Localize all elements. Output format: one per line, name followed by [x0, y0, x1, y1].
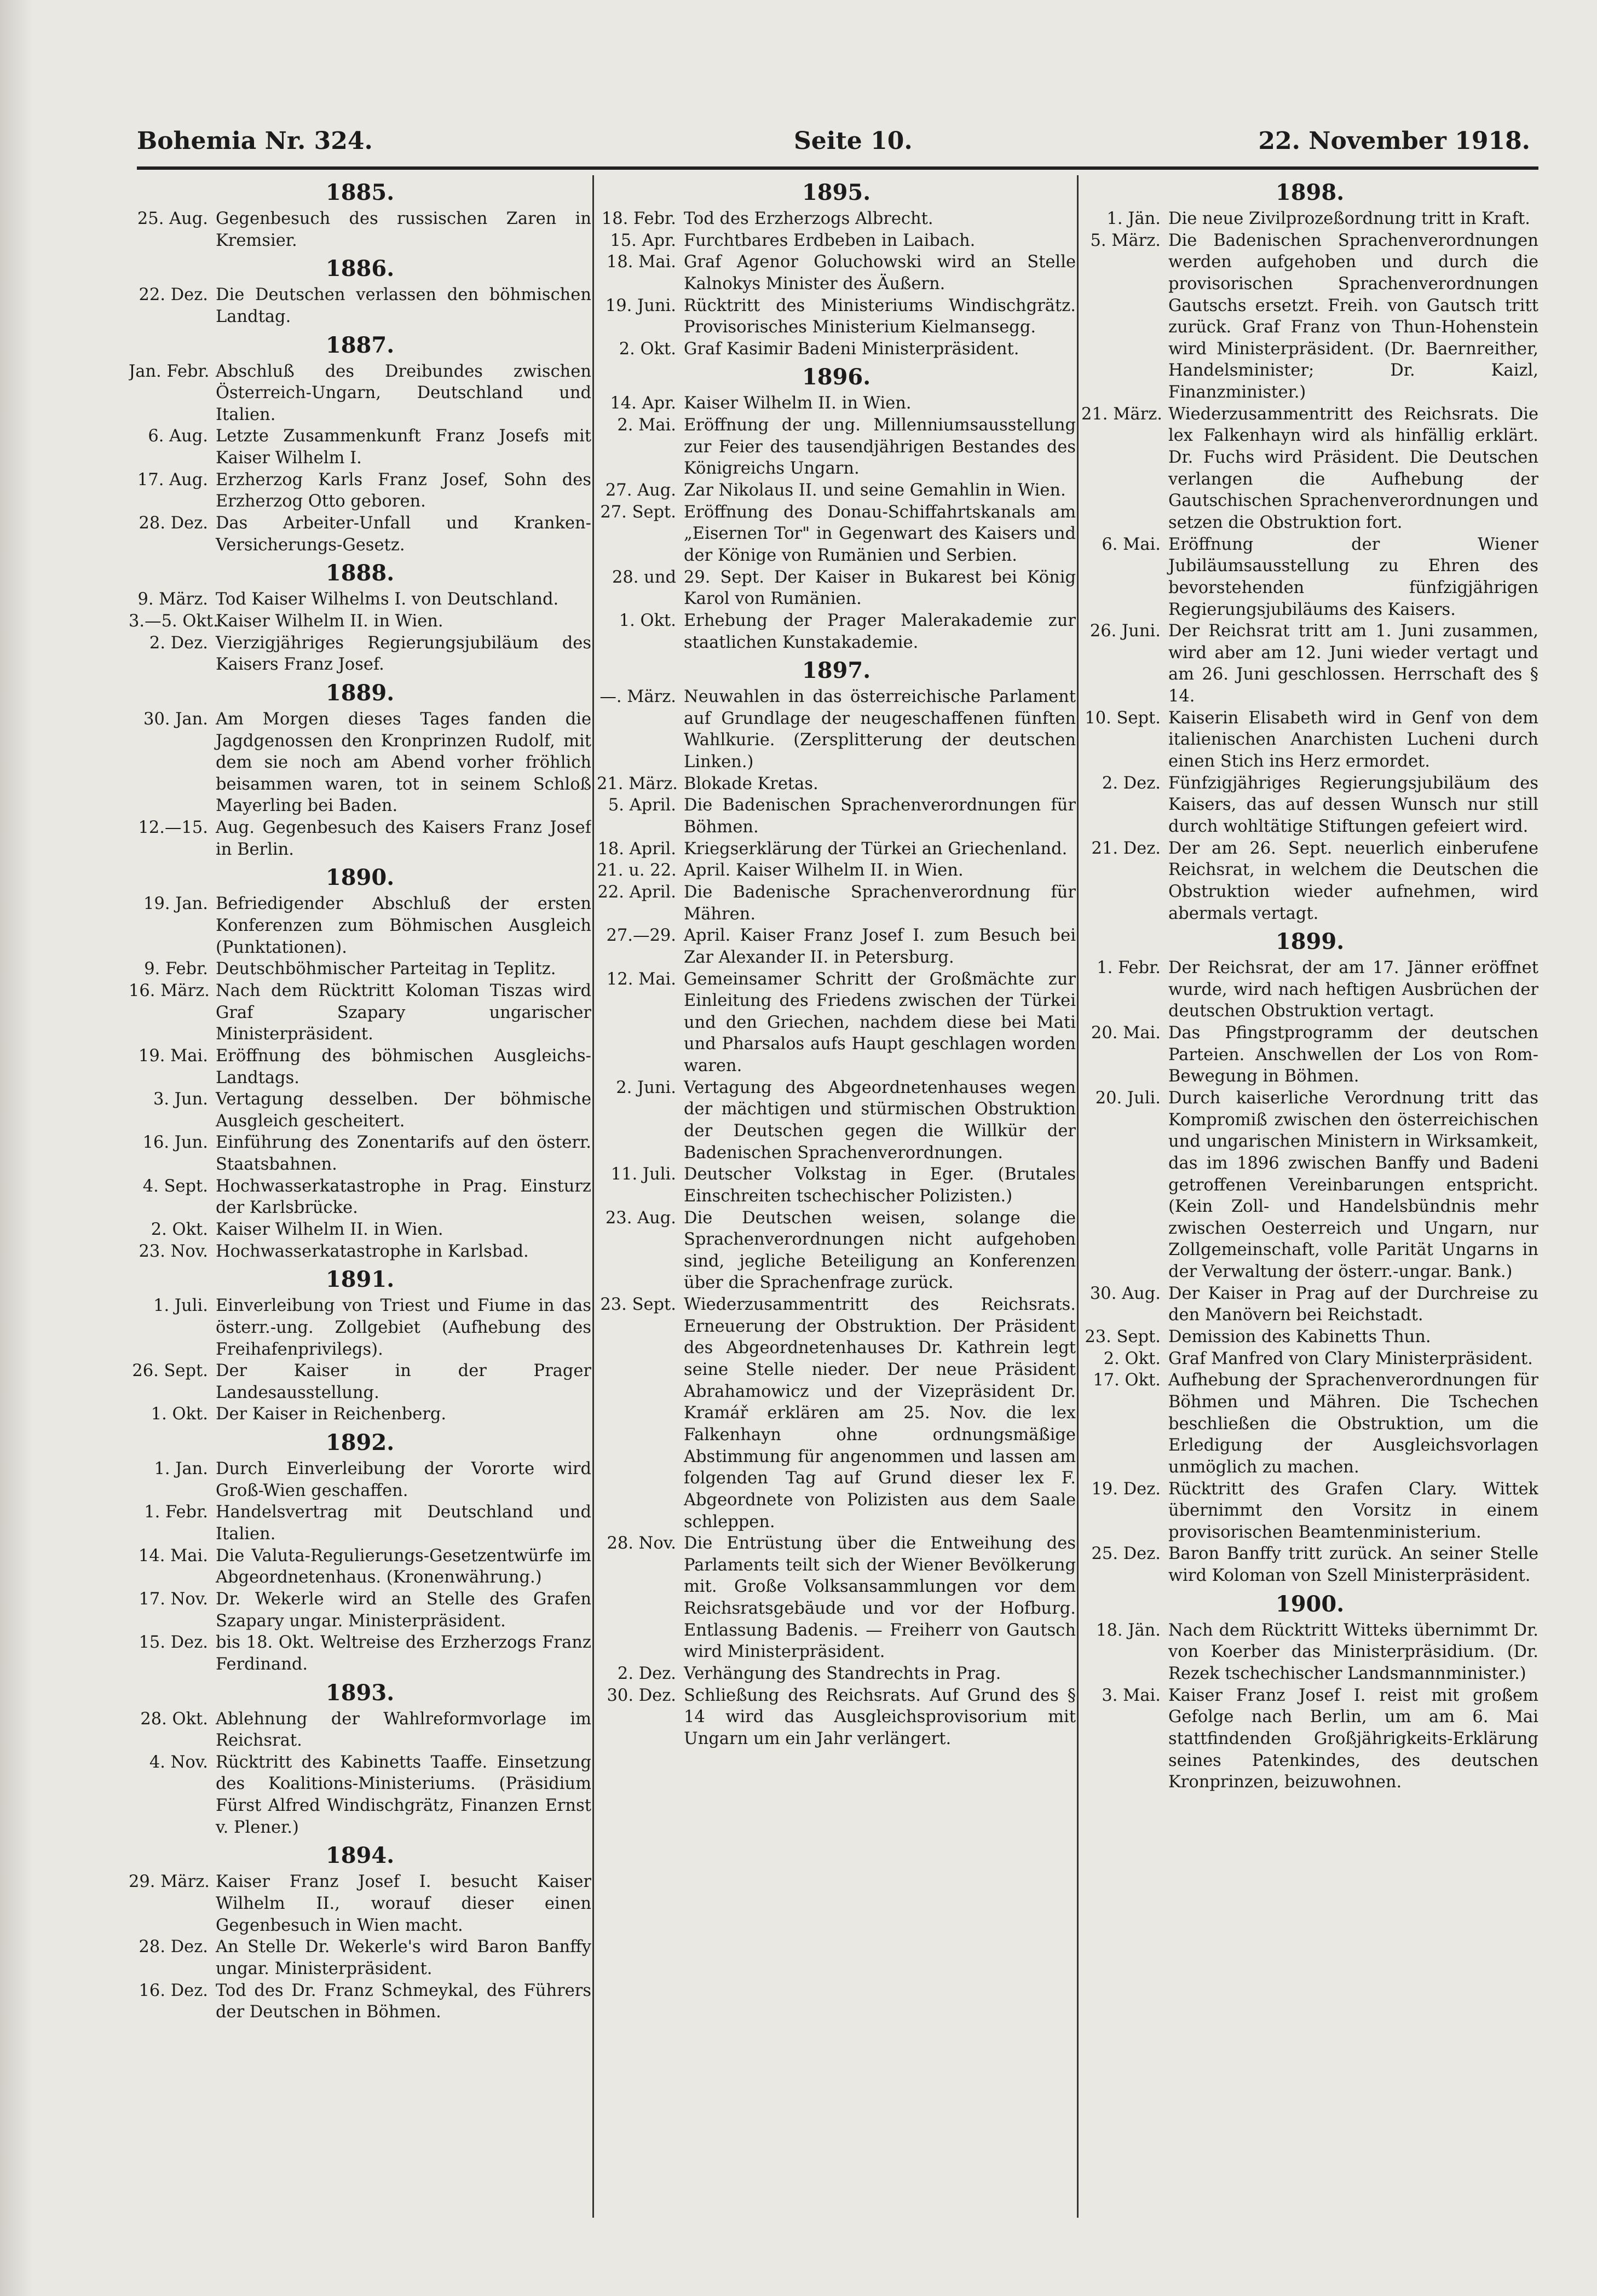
entry-text: Der am 26. Sept. neuerlich einberufene Reichsrat, in welchem die Deutschen die Obstruktion wieder aufnehmen, wird abermals vertagt. [1168, 838, 1538, 923]
year-heading: 1885. [325, 180, 395, 205]
entry-date: 20. Mai. [1091, 1023, 1161, 1043]
entry-date: 17. Nov. [139, 1589, 208, 1609]
entry-text: Der Kaiser in Reichenberg. [216, 1405, 447, 1424]
entry-text: Zar Nikolaus II. und seine Gemahlin in Wien. [684, 481, 1066, 500]
entry-text: Der Kaiser in Prag auf der Durchreise zu den Manövern bei Reichstadt. [1168, 1284, 1538, 1325]
entry-text: Vertagung des Abgeordnetenhauses wegen der mächtigen und stürmischen Obstruktion der Deutschen gegen die Willkür der Badenischen Sprachenverordnungen. [684, 1078, 1076, 1163]
chronicle-entry [129, 361, 591, 426]
chronicle-entry [597, 415, 1076, 480]
entry-text: Verhängung des Standrechts in Prag. [684, 1664, 1001, 1683]
chronicle-entry [597, 338, 1076, 360]
entry-text: Tod Kaiser Wilhelms I. von Deutschland. [216, 590, 559, 609]
entry-text: Demission des Kabinetts Thun. [1168, 1327, 1431, 1347]
year-heading: 1900. [1275, 1591, 1345, 1617]
entry-date: 17. Aug. [137, 470, 208, 490]
entry-date: 20. Juli. [1095, 1088, 1161, 1108]
entry-date: 1. Febr. [1097, 958, 1161, 978]
chronicle-entry [597, 838, 1076, 860]
entry-text: Am Morgen dieses Tages fanden die Jagdgenossen den Kronprinzen Rudolf, mit dem sie noch am Abend vorher fröhlich beisammen waren, tot in seinem Schloß Mayerling bei Baden. [216, 709, 591, 816]
entry-date: 25. Aug. [137, 209, 208, 228]
entry-date: 30. Dez. [607, 1685, 676, 1705]
entry-text: Hochwasserkatastrophe in Prag. Einsturz der Karlsbrücke. [216, 1176, 591, 1218]
entry-date: 9. Febr. [144, 959, 208, 979]
column-2 [597, 175, 1076, 2223]
entry-date: 22. Dez. [139, 285, 208, 305]
chronicle-entry [1081, 1348, 1538, 1370]
chronicle-entry [597, 610, 1076, 653]
entry-date: 19. Mai. [138, 1046, 208, 1066]
chronicle-entry [129, 1980, 591, 2023]
entry-date: 3. Mai. [1102, 1685, 1161, 1705]
entry-date: Jan. Febr. [129, 361, 210, 381]
entry-text: Deutschböhmischer Parteitag in Teplitz. [216, 959, 556, 979]
entry-date: 17. Okt. [1093, 1371, 1161, 1390]
entry-text: Kriegserklärung der Türkei an Griechenland. [684, 839, 1068, 859]
entry-date: 15. Dez. [139, 1633, 208, 1653]
chronicle-entry [597, 1533, 1076, 1663]
entry-date: 5. April. [608, 796, 676, 815]
chronicle-entry [129, 817, 591, 860]
header-rule [137, 166, 1538, 170]
chronicle-entry [597, 567, 1076, 610]
chronicle-entry [129, 1708, 591, 1752]
entry-date: 29. März. [129, 1872, 210, 1892]
entry-date: 23. Sept. [600, 1295, 676, 1315]
chronicle-entry [1081, 773, 1538, 838]
entry-date: 6. Aug. [148, 427, 208, 446]
entry-text: Blokade Kretas. [684, 774, 818, 793]
chronicle-entry [597, 502, 1076, 567]
chronicle-entry [597, 1207, 1076, 1294]
entry-text: Befriedigender Abschluß der ersten Konferenzen zum Böhmischen Ausgleich (Punktationen). [216, 894, 591, 957]
entry-date: 16. Dez. [139, 1981, 208, 2000]
entry-text: Furchtbares Erdbeben in Laibach. [684, 231, 976, 250]
entry-text: Einführung des Zonentarifs auf den österr. Staatsbahnen. [216, 1133, 591, 1175]
header-date: 22. November 1918. [1258, 127, 1530, 155]
chronicle-entry [597, 1294, 1076, 1533]
chronicle-entry [597, 969, 1076, 1077]
entry-text: Durch Einverleibung der Vororte wird Groß-Wien geschaffen. [216, 1459, 591, 1500]
entry-text: Die Valuta-Regulierungs-Gesetzentwürfe im Abgeordnetenhaus. (Kronenwährung.) [216, 1546, 591, 1587]
entry-date: 1. Febr. [144, 1503, 208, 1522]
entry-date: 22. April. [597, 882, 676, 902]
chronicle-entry [129, 1295, 591, 1360]
chronicle-entry [129, 1458, 591, 1501]
chronicle-entry [597, 480, 1076, 502]
chronicle-entry [1081, 1620, 1538, 1685]
chronicle-entry [597, 393, 1076, 415]
entry-text: Graf Agenor Goluchowski wird an Stelle Kalnokys Minister des Äußern. [684, 252, 1076, 294]
entry-text: Der Kaiser in der Prager Landesausstellung. [216, 1361, 591, 1402]
entry-text: Kaiser Franz Josef I. reist mit großem Gefolge nach Berlin, um am 6. Mai stattfindenden Großjährigkeits-Erklärung seines Patenkindes, des deutschen Kronprinzen, beizuwohnen. [1168, 1685, 1538, 1792]
entry-date: 18. Mai. [606, 252, 676, 272]
chronicle-entry [129, 1589, 591, 1632]
entry-text: Der Reichsrat, der am 17. Jänner eröffnet wurde, wird nach heftigen Ausbrüchen der deutschen Obstruktion vertagt. [1168, 958, 1538, 1021]
entry-text: Das Arbeiter-Unfall und Kranken-Versicherungs-Gesetz. [216, 514, 591, 555]
chronicle-entry [597, 882, 1076, 925]
chronicle-entry [1081, 1369, 1538, 1478]
chronicle-entry [1081, 1087, 1538, 1283]
chronicle-entry [129, 1936, 591, 1979]
entry-text: Die Badenischen Sprachenverordnungen für Böhmen. [684, 796, 1076, 837]
entry-text: April. Kaiser Franz Josef I. zum Besuch bei Zar Alexander II. in Petersburg. [684, 926, 1076, 967]
chronicle-entry [129, 1871, 591, 1936]
entry-text: Hochwasserkatastrophe in Karlsbad. [216, 1241, 529, 1261]
column-divider-2 [1077, 175, 1079, 2218]
chronicle-entry [597, 295, 1076, 338]
entry-text: Gemeinsamer Schritt der Großmächte zur Einleitung des Friedens zwischen der Türkei und den Griechen, nachdem diese bei Mati und Pharsalos aufs Haupt geschlagen worden waren. [684, 969, 1076, 1076]
chronicle-entry [1081, 707, 1538, 773]
entry-date: 19. Jan. [143, 894, 208, 914]
chronicle-entry [129, 1089, 591, 1132]
entry-date: 1. Juli. [153, 1296, 208, 1316]
chronicle-entry [597, 251, 1076, 295]
chronicle-entry [129, 1360, 591, 1403]
chronicle-entry [1081, 1478, 1538, 1544]
chronicle-entry [1081, 534, 1538, 621]
entry-date: 26. Sept. [132, 1361, 208, 1381]
chronicle-entry [129, 980, 591, 1045]
chronicle-entry [597, 795, 1076, 838]
entry-date: 21. Dez. [1091, 838, 1161, 858]
chronicle-entry [129, 709, 591, 817]
entry-text: Nach dem Rücktritt Witteks übernimmt Dr. von Koerber das Ministerpräsidium. (Dr. Rezek tschechischer Landsmannminister.) [1168, 1620, 1538, 1683]
entry-text: Erhebung der Prager Malerakademie zur staatlichen Kunstakademie. [684, 611, 1076, 652]
year-heading: 1893. [325, 1679, 395, 1706]
entry-text: Letzte Zusammenkunft Franz Josefs mit Kaiser Wilhelm I. [216, 427, 591, 468]
chronicle-entry [597, 208, 1076, 230]
entry-date: 1. Okt. [619, 611, 676, 630]
chronicle-entry [1081, 1326, 1538, 1348]
entry-date: 19. Dez. [1091, 1479, 1161, 1499]
year-heading: 1897. [802, 658, 871, 684]
entry-date: 1. Jän. [1106, 209, 1161, 228]
entry-date: 2. Dez. [617, 1664, 676, 1683]
chronicle-entry [597, 860, 1076, 882]
column-1 [129, 175, 591, 2223]
chronicle-entry [1081, 1283, 1538, 1326]
entry-text: Kaiser Wilhelm II. in Wien. [216, 1219, 443, 1239]
chronicle-entry [129, 589, 591, 611]
entry-text: Rücktritt des Ministeriums Windischgrätz. Provisorisches Ministerium Kielmansegg. [684, 296, 1076, 337]
entry-text: bis 18. Okt. Weltreise des Erzherzogs Franz Ferdinand. [216, 1633, 591, 1674]
chronicle-entry [1081, 1543, 1538, 1586]
entry-date: 27.—29. [606, 926, 676, 946]
chronicle-entry [129, 284, 591, 327]
chronicle-entry [1081, 957, 1538, 1022]
entry-text: Rücktritt des Kabinetts Taaffe. Einsetzung des Koalitions-Ministeriums. (Präsidium Fürst Alfred Windischgrätz, Finanzen Ernst v. Plener.) [216, 1752, 591, 1837]
entry-date: 30. Jan. [143, 709, 208, 729]
entry-date: 9. März. [137, 590, 208, 609]
entry-date: 2. Dez. [149, 633, 208, 653]
entry-text: Wiederzusammentritt des Reichsrats. Die lex Falkenhayn wird als hinfällig erklärt. Dr. Fuchs wird Präsident. Die Deutschen verlangen die Aufhebung der Gautschischen Sprachenverordnungen und setzen die Obstruktion fort. [1168, 404, 1538, 532]
year-heading: 1899. [1275, 929, 1345, 955]
chronicle-entry [129, 208, 591, 251]
entry-date: 15. Apr. [610, 231, 676, 250]
entry-date: 3.—5. Okt. [129, 611, 218, 631]
entry-date: 26. Juni. [1089, 622, 1161, 641]
year-heading: 1889. [325, 680, 395, 706]
entry-date: 27. Aug. [605, 481, 676, 500]
entry-date: 5. März. [1090, 231, 1161, 250]
header-page-number: Seite 10. [794, 127, 913, 155]
entry-date: 11. Juli. [610, 1165, 676, 1184]
chronicle-entry [129, 1219, 591, 1241]
entry-text: April. Kaiser Wilhelm II. in Wien. [684, 861, 964, 881]
entry-date: 23. Sept. [1085, 1327, 1161, 1347]
chronicle-entry [129, 611, 591, 632]
entry-date: 21. März. [1081, 404, 1162, 424]
entry-date: 18. Jän. [1096, 1620, 1161, 1640]
chronicle-entry [129, 1545, 591, 1589]
column-divider-1 [592, 175, 594, 2218]
entry-date: 3. Jun. [153, 1090, 208, 1109]
chronicle-entry [1081, 1022, 1538, 1087]
entry-date: 12. Mai. [606, 969, 676, 989]
entry-text: Vertagung desselben. Der böhmische Ausgleich gescheitert. [216, 1090, 591, 1131]
entry-date: 28. und [612, 567, 676, 587]
entry-date: 21. u. 22. [597, 861, 677, 881]
entry-date: 16. März. [129, 981, 210, 1000]
entry-text: Deutscher Volkstag in Eger. (Brutales Einschreiten tschechischer Polizisten.) [684, 1165, 1076, 1206]
entry-text: Rücktritt des Grafen Clary. Wittek übernimmt den Vorsitz in einem provisorischen Beamtenministerium. [1168, 1479, 1538, 1542]
entry-text: Fünfzigjähriges Regierungsjubiläum des Kaisers, das auf dessen Wunsch nur still durch wohltätige Stiftungen gefeiert wird. [1168, 773, 1538, 836]
entry-text: Neuwahlen in das österreichische Parlament auf Grundlage der neugeschaffenen fünften Wahlkurie. (Zersplitterung der deutschen Linken.) [684, 687, 1076, 772]
entry-date: 2. Okt. [619, 339, 676, 359]
column-3 [1081, 175, 1538, 2223]
entry-text: Schließung des Reichsrats. Auf Grund des § 14 wird das Ausgleichsprovisorium mit Ungarn um ein Jahr verlängert. [684, 1685, 1076, 1748]
chronicle-entry [1081, 230, 1538, 404]
entry-text: Aug. Gegenbesuch des Kaisers Franz Josef in Berlin. [216, 818, 591, 859]
entry-date: 28. Okt. [140, 1709, 208, 1729]
entry-text: Handelsvertrag mit Deutschland und Italien. [216, 1503, 591, 1544]
entry-date: 28. Nov. [607, 1534, 676, 1553]
entry-text: Aufhebung der Sprachenverordnungen für Böhmen und Mähren. Die Tschechen beschließen die Obstruktion, um die Erledigung der Ausgleichsvorlagen unmöglich zu machen. [1168, 1371, 1538, 1477]
chronicle-entry [1081, 838, 1538, 925]
entry-text: Durch kaiserliche Verordnung tritt das Kompromiß zwischen den österreichischen und ungarischen Ministern in Wirksamkeit, das im 1896 zwischen Banffy und Badeni getroffenen Vereinbarungen entspricht. (Kein Zoll- und Handelsbündnis mehr zwischen Oesterreich und Ungarn, nur Zollgemeinschaft, volle Parität Ungarns in der Verwaltung der österr.-ungar. Bank.) [1168, 1088, 1538, 1282]
entry-text: Die Deutschen verlassen den böhmischen Landtag. [216, 285, 591, 326]
entry-text: Erzherzog Karls Franz Josef, Sohn des Erzherzog Otto geboren. [216, 470, 591, 511]
chronicle-entry [129, 893, 591, 958]
entry-date: 23. Nov. [139, 1241, 208, 1261]
entry-date: 25. Dez. [1091, 1544, 1161, 1564]
entry-date: —. März. [599, 687, 676, 707]
entry-text: Eröffnung des böhmischen Ausgleichs-Landtags. [216, 1046, 591, 1087]
entry-text: 29. Sept. Der Kaiser in Bukarest bei König Karol von Rumänien. [684, 567, 1076, 609]
chronicle-entry [129, 1632, 591, 1675]
chronicle-entry [597, 1164, 1076, 1207]
entry-text: Die Deutschen weisen, solange die Sprachenverordnungen nicht aufgehoben sind, jegliche Beteiligung an Konferenzen über die Sprachenfrage zurück. [684, 1208, 1076, 1293]
entry-text: Eröffnung der Wiener Jubiläumsausstellung zu Ehren des bevorstehenden fünfzigjährigen Regierungsjubiläums des Kaisers. [1168, 534, 1538, 619]
entry-date: 2. Okt. [151, 1219, 208, 1239]
entry-text: Kaiser Wilhelm II. in Wien. [216, 611, 443, 631]
chronicle-entry [597, 773, 1076, 795]
entry-text: Tod des Dr. Franz Schmeykal, des Führers der Deutschen in Böhmen. [216, 1981, 591, 2022]
entry-text: Einverleibung von Triest und Fiume in das österr.-ung. Zollgebiet (Aufhebung des Freihafenprivilegs). [216, 1296, 591, 1359]
entry-text: Graf Kasimir Badeni Ministerpräsident. [684, 339, 1019, 359]
year-heading: 1894. [325, 1843, 395, 1869]
entry-text: Kaiser Franz Josef I. besucht Kaiser Wilhelm II., worauf dieser einen Gegenbesuch in Wien macht. [216, 1872, 591, 1935]
entry-date: 4. Nov. [149, 1752, 208, 1772]
year-heading: 1896. [802, 364, 871, 390]
entry-date: 2. Dez. [1102, 773, 1161, 793]
chronicle-entry [129, 1132, 591, 1175]
chronicle-entry [129, 1403, 591, 1425]
chronicle-entry [129, 1501, 591, 1545]
year-heading: 1898. [1275, 180, 1345, 205]
chronicle-entry [129, 425, 591, 469]
year-heading: 1891. [325, 1267, 395, 1293]
page-binding-edge [0, 0, 33, 2296]
year-heading: 1888. [325, 560, 395, 586]
entry-text: Kaiser Wilhelm II. in Wien. [684, 394, 912, 413]
entry-text: Nach dem Rücktritt Koloman Tiszas wird Graf Szapary ungarischer Ministerpräsident. [216, 981, 591, 1044]
chronicle-entry [597, 1077, 1076, 1164]
chronicle-entry [129, 1752, 591, 1839]
entry-text: Dr. Wekerle wird an Stelle des Grafen Szapary ungar. Ministerpräsident. [216, 1589, 591, 1631]
chronicle-entry [597, 686, 1076, 773]
year-heading: 1886. [325, 256, 395, 282]
chronicle-entry [129, 1176, 591, 1219]
entry-date: 2. Juni. [616, 1078, 676, 1097]
entry-text: Kaiserin Elisabeth wird in Genf von dem italienischen Anarchisten Lucheni durch einen Stich ins Herz ermordet. [1168, 708, 1538, 772]
chronicle-entry [1081, 208, 1538, 230]
entry-text: Eröffnung der ung. Millenniumsausstellung zur Feier des tausendjährigen Bestandes des Königreichs Ungarn. [684, 416, 1076, 479]
chronicle-entry [129, 1045, 591, 1089]
year-heading: 1892. [325, 1430, 395, 1456]
entry-text: Baron Banffy tritt zurück. An seiner Stelle wird Koloman von Szell Ministerpräsident. [1168, 1544, 1538, 1586]
entry-date: 23. Aug. [605, 1208, 676, 1228]
entry-date: 1. Jan. [154, 1459, 208, 1479]
entry-date: 6. Mai. [1102, 534, 1161, 554]
entry-text: Graf Manfred von Clary Ministerpräsident. [1168, 1349, 1533, 1368]
entry-text: Ablehnung der Wahlreformvorlage im Reichsrat. [216, 1709, 591, 1751]
chronicle-entry [129, 513, 591, 556]
chronicle-entry [597, 925, 1076, 968]
entry-date: 4. Sept. [142, 1176, 208, 1196]
year-heading: 1890. [325, 865, 395, 891]
entry-date: 18. Febr. [601, 209, 676, 228]
entry-text: Die Entrüstung über die Entweihung des Parlaments teilt sich der Wiener Bevölkerung mit. Große Volksansammlungen vor dem Reichsratsgebäude und vor der Hofburg. Entlassung Badenis. — Freiherr von Gautsch wird Ministerpräsident. [684, 1534, 1076, 1662]
entry-text: Abschluß des Dreibundes zwischen Österreich-Ungarn, Deutschland und Italien. [216, 361, 591, 424]
entry-text: Das Pfingstprogramm der deutschen Parteien. Anschwellen der Los von Rom-Bewegung in Böhmen. [1168, 1023, 1538, 1086]
entry-text: Die Badenischen Sprachenverordnungen werden aufgehoben und durch die provisorischen Sprachenverordnungen Gautschs ersetzt. Freih. von Gautsch tritt zurück. Graf Franz von Thun-Hohenstein wird Ministerpräsident. (Dr. Baernreither, Handelsminister; Dr. Kaizl, Finanzminister.) [1168, 231, 1538, 402]
entry-text: An Stelle Dr. Wekerle's wird Baron Banffy ungar. Ministerpräsident. [216, 1937, 591, 1978]
entry-text: Der Reichsrat tritt am 1. Juni zusammen, wird aber am 12. Juni wieder vertagt und am 26. Juni geschlossen. Herrschaft des § 14. [1168, 622, 1538, 706]
entry-date: 14. Apr. [610, 394, 676, 413]
entry-date: 14. Mai. [138, 1546, 208, 1566]
entry-date: 1. Okt. [151, 1405, 208, 1424]
entry-text: Wiederzusammentritt des Reichsrats. Erneuerung der Obstruktion. Der Präsident des Abgeordnetenhauses Dr. Kathrein legt seine Stelle nieder. Der neue Präsident Abrahamowicz und der Vizepräsident Dr. Kramář erklären am 25. Nov. die lex Falkenhayn ohne ordnungsmäßige Abstimmung für angenommen und lassen am folgenden Tag auf Grund dieser lex F. Abgeordnete von Polizisten aus dem Saale schleppen. [684, 1295, 1076, 1532]
entry-date: 21. März. [597, 774, 678, 793]
header-publication: Bohemia Nr. 324. [137, 127, 373, 155]
chronicle-entry [1081, 1685, 1538, 1793]
chronicle-entry [1081, 620, 1538, 707]
year-heading: 1895. [802, 180, 871, 205]
chronicle-entry [597, 230, 1076, 252]
entry-text: Die Badenische Sprachenverordnung für Mähren. [684, 882, 1076, 924]
entry-date: 10. Sept. [1085, 708, 1161, 728]
year-heading: 1887. [325, 332, 395, 358]
page-header [137, 127, 1530, 162]
entry-text: Gegenbesuch des russischen Zaren in Kremsier. [216, 209, 591, 250]
entry-text: Tod des Erzherzogs Albrecht. [684, 209, 933, 228]
chronicle-entry [597, 1663, 1076, 1685]
entry-date: 12.—15. [138, 818, 208, 838]
entry-text: Die neue Zivilprozeßordnung tritt in Kraft. [1168, 209, 1530, 228]
entry-date: 28. Dez. [139, 1937, 208, 1957]
entry-date: 2. Okt. [1103, 1349, 1161, 1368]
chronicle-entry [129, 958, 591, 980]
chronicle-entry [129, 1241, 591, 1263]
chronicle-entry [1081, 404, 1538, 534]
chronicle-entry [129, 469, 591, 513]
entry-text: Eröffnung des Donau-Schiffahrtskanals am „Eisernen Tor" in Gegenwart des Kaisers und der Könige von Rumänien und Serbien. [684, 502, 1076, 565]
entry-date: 2. Mai. [617, 416, 676, 435]
entry-date: 19. Juni. [605, 296, 676, 315]
entry-text: Vierzigjähriges Regierungsjubiläum des Kaisers Franz Josef. [216, 633, 591, 675]
entry-date: 28. Dez. [139, 514, 208, 533]
chronicle-entry [597, 1685, 1076, 1750]
entry-date: 16. Jun. [142, 1133, 208, 1153]
chronicle-entry [129, 632, 591, 676]
entry-date: 27. Sept. [600, 502, 676, 522]
entry-date: 30. Aug. [1089, 1284, 1161, 1303]
entry-date: 18. April. [597, 839, 676, 859]
